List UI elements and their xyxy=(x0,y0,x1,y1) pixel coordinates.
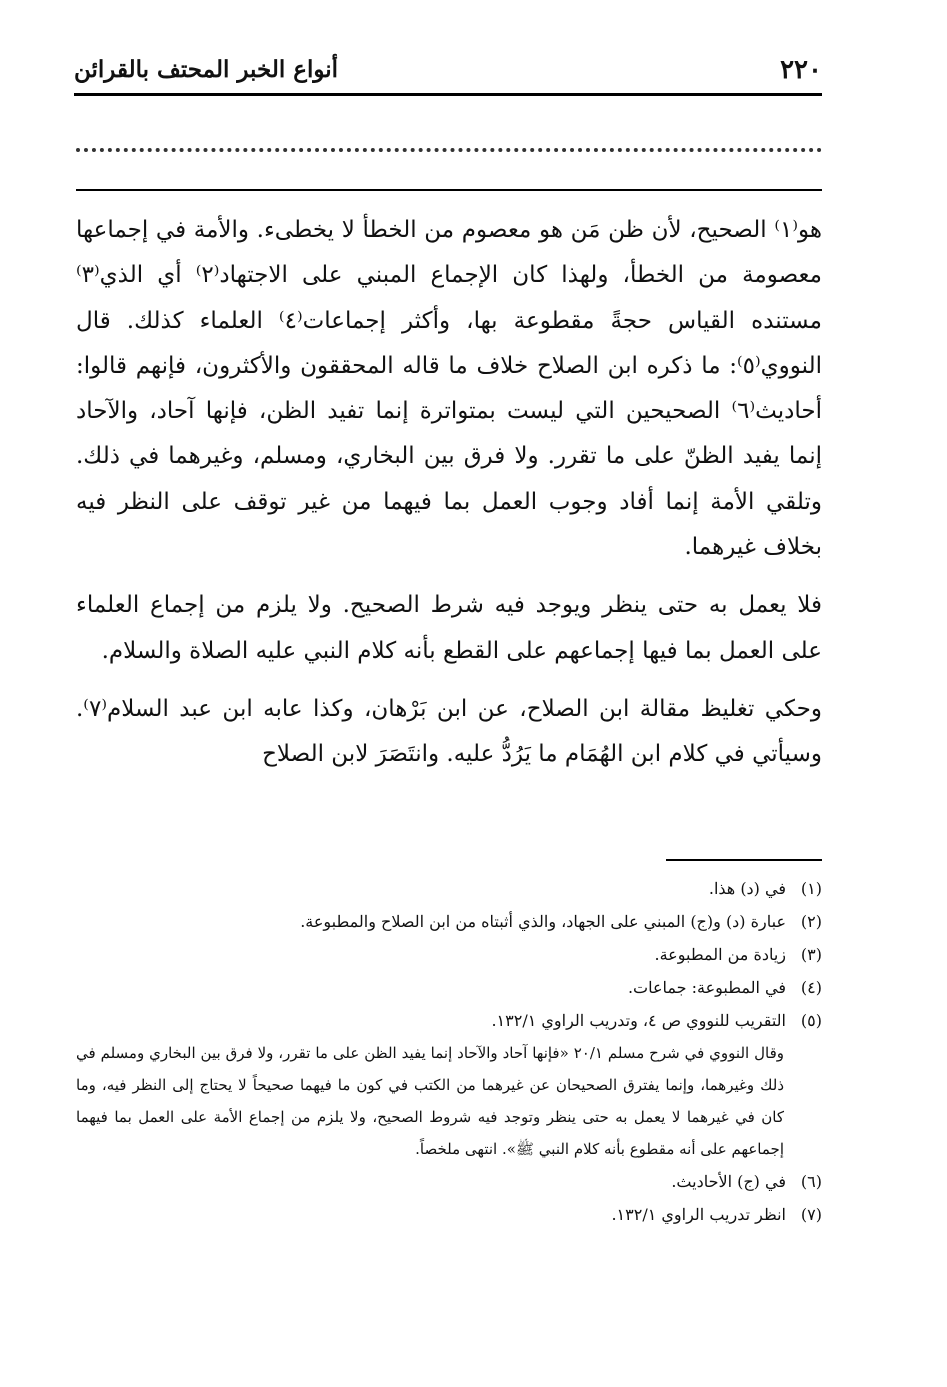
dotted-separator xyxy=(76,148,822,152)
footnote-number: (٧) xyxy=(800,1205,822,1224)
paragraph: هو⁽١⁾ الصحيح، لأن ظن مَن هو معصوم من الخطأ لا يخطىء. والأمة في إجماعها معصومة من الخطأ، ولهذا كان الإجماع المبني على الاجتهاد⁽٢⁾ أي الذي⁽٣⁾ مستنده القياس حجةً مقطوعة بها، وأكثر إجماعات⁽٤⁾ العلماء كذلك. قال النووي⁽٥⁾: ما ذكره ابن الصلاح خلاف ما قاله المحققون والأكثرون، فإنهم قالوا: أحاديث⁽٦⁾ الصحيحين التي ليست بمتواترة إنما تفيد الظن، فإنها آحاد، والآحاد إنما يفيد الظنّ على ما تقرر. ولا فرق بين البخاري، ومسلم، وغيرهما في ذلك. وتلقي الأمة إنما أفاد وجوب العمل بما فيهما من غير توقف على النظر فيه بخلاف غيرهما. xyxy=(76,217,822,561)
footnote-number: (٢) xyxy=(800,912,822,931)
footnote-number: (٥) xyxy=(800,1011,822,1030)
footnotes xyxy=(76,872,822,1231)
running-title: أنواع الخبر المحتف بالقرائن xyxy=(74,56,339,83)
footnote xyxy=(76,938,822,971)
footnote-rule xyxy=(666,859,822,861)
footnote-text: زيادة من المطبوعة. xyxy=(654,945,786,964)
footnote-text: في (د) هذا. xyxy=(708,879,786,898)
section-rule xyxy=(76,189,822,191)
footnote-text: في (ج) الأحاديث. xyxy=(671,1172,786,1191)
page-number: ٢٢٠ xyxy=(780,55,822,85)
footnote-text: عبارة (د) و(ج) المبني على الجهاد، والذي أثبتاه من ابن الصلاح والمطبوعة. xyxy=(300,912,786,931)
footnote xyxy=(76,872,822,905)
paragraph: فلا يعمل به حتى ينظر ويوجد فيه شرط الصحيح. ولا يلزم من إجماع العلماء على العمل بما فيها إجماعهم على القطع بأنه كلام النبي عليه الصلاة والسلام. xyxy=(76,592,822,664)
footnote-continuation: وقال النووي في شرح مسلم ٢٠/١ «فإنها آحاد والآحاد إنما يفيد الظن على ما تقرر، ولا فرق بين البخاري ومسلم في ذلك وغيرهما، وإنما يفترق الصحيحان عن غيرهما من الكتب في كون ما فيهما صحيحاً لا يحتاج إلى النظر فيه، وما كان في غيرهما لا يعمل به حتى ينظر وتوجد فيه شروط الصحيح، ولا يلزم من إجماع الأمة على العمل بما فيهما إجماعهم على أنه مقطوع بأنه كلام النبي ﷺ». انتهى ملخصاً. xyxy=(76,1044,784,1158)
header-rule xyxy=(74,93,822,96)
footnote xyxy=(76,971,822,1004)
footnote-number: (١) xyxy=(800,879,822,898)
footnote-number: (٦) xyxy=(800,1172,822,1191)
main-text xyxy=(76,208,822,778)
footnote xyxy=(76,1004,822,1037)
footnote xyxy=(76,905,822,938)
footnote-text: التقريب للنووي ص ٤، وتدريب الراوي ١٣٢/١. xyxy=(491,1011,786,1030)
footnote-text: انظر تدريب الراوي ١٣٢/١. xyxy=(611,1205,786,1224)
paragraph: وحكي تغليظ مقالة ابن الصلاح، عن ابن بَرْهان، وكذا عابه ابن عبد السلام⁽٧⁾. وسيأتي في كلام ابن الهُمَام ما يَرُدُّ عليه. وانتَصَرَ لابن الصلاح xyxy=(76,695,822,768)
page-header xyxy=(74,50,822,90)
footnote-text: في المطبوعة: جماعات. xyxy=(627,978,786,997)
footnote xyxy=(76,1165,822,1198)
footnote xyxy=(76,1198,822,1231)
footnote-number: (٤) xyxy=(800,978,822,997)
footnote-number: (٣) xyxy=(800,945,822,964)
